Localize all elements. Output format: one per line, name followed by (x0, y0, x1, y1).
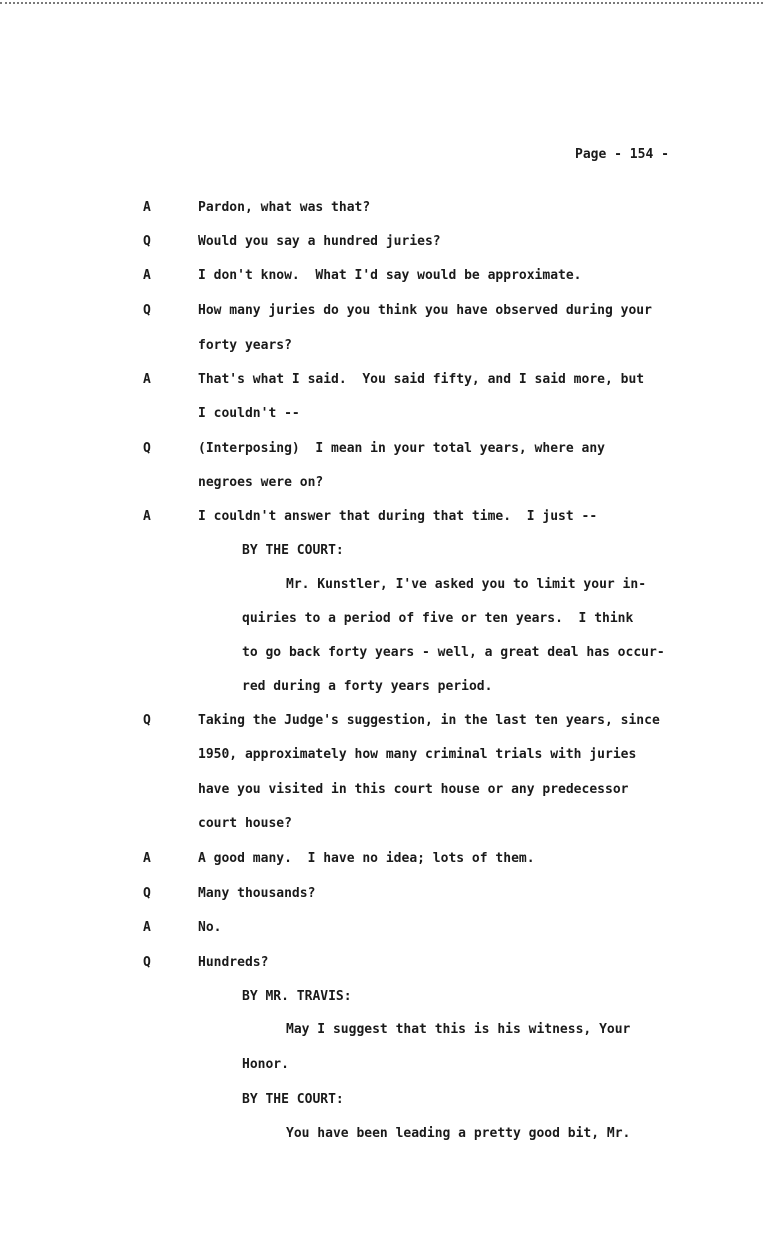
transcript-line: BY THE COURT: (242, 1092, 344, 1107)
transcript-line: (Interposing) I mean in your total years, where any (198, 441, 605, 456)
speaker-label: Q (143, 886, 151, 901)
transcript-line: have you visited in this court house or any predecessor (198, 782, 629, 797)
transcript-line: You have been leading a pretty good bit, Mr. (286, 1126, 631, 1141)
transcript-line: May I suggest that this is his witness, Your (286, 1022, 631, 1037)
speaker-label: A (143, 200, 151, 215)
transcript-line: No. (198, 920, 222, 935)
transcript-line: red during a forty years period. (242, 679, 493, 694)
transcript-line: A good many. I have no idea; lots of them. (198, 851, 535, 866)
transcript-line: quiries to a period of five or ten years. I think (242, 611, 634, 626)
transcript-line: Hundreds? (198, 955, 269, 970)
transcript-line: I couldn't answer that during that time. I just -- (198, 509, 598, 524)
transcript-line: How many juries do you think you have observed during your (198, 303, 652, 318)
page-number: Page - 154 - (575, 147, 669, 162)
page-top-border (0, 2, 763, 4)
transcript-line: Pardon, what was that? (198, 200, 371, 215)
transcript-line: That's what I said. You said fifty, and I said more, but (198, 372, 645, 387)
transcript-line: BY MR. TRAVIS: (242, 989, 352, 1004)
transcript-line: Would you say a hundred juries? (198, 234, 441, 249)
speaker-label: A (143, 372, 151, 387)
transcript-line: Mr. Kunstler, I've asked you to limit your in- (286, 577, 647, 592)
transcript-line: Many thousands? (198, 886, 316, 901)
speaker-label: Q (143, 441, 151, 456)
speaker-label: A (143, 920, 151, 935)
transcript-line: to go back forty years - well, a great deal has occur- (242, 645, 665, 660)
speaker-label: Q (143, 303, 151, 318)
speaker-label: A (143, 268, 151, 283)
transcript-line: 1950, approximately how many criminal trials with juries (198, 747, 637, 762)
transcript-line: court house? (198, 816, 292, 831)
speaker-label: Q (143, 234, 151, 249)
speaker-label: Q (143, 713, 151, 728)
speaker-label: Q (143, 955, 151, 970)
transcript-line: Taking the Judge's suggestion, in the last ten years, since (198, 713, 660, 728)
transcript-line: I couldn't -- (198, 406, 300, 421)
transcript-line: forty years? (198, 338, 292, 353)
speaker-label: A (143, 851, 151, 866)
transcript-line: negroes were on? (198, 475, 324, 490)
transcript-line: I don't know. What I'd say would be approximate. (198, 268, 582, 283)
transcript-line: Honor. (242, 1057, 289, 1072)
speaker-label: A (143, 509, 151, 524)
transcript-line: BY THE COURT: (242, 543, 344, 558)
